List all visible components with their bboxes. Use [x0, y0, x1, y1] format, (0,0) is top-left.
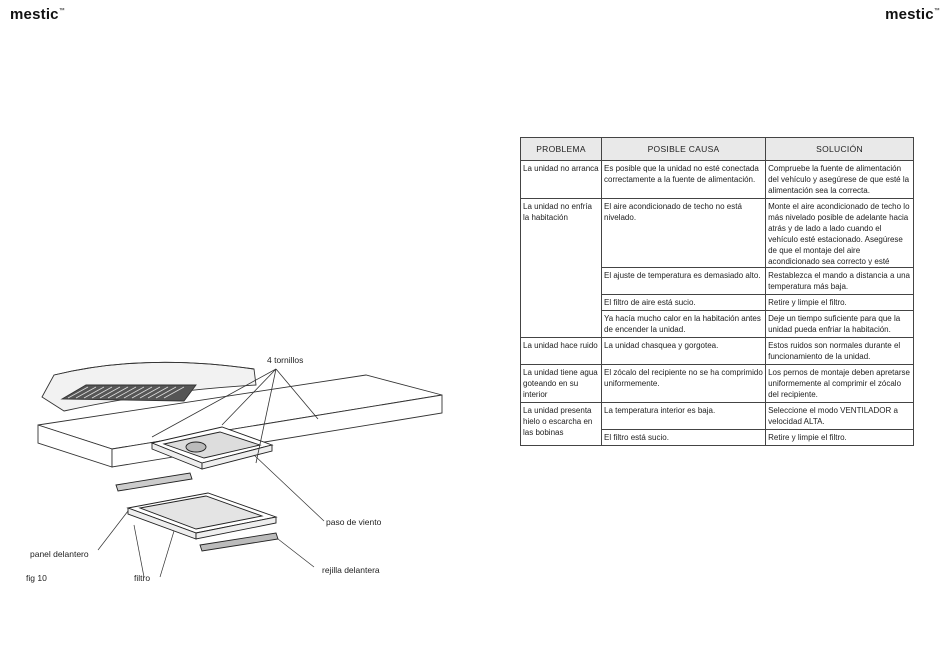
label-front-grille: rejilla delantera — [322, 565, 380, 575]
solution-cell: Deje un tiempo suficiente para que la unidad pueda enfriar la habitación. — [766, 311, 914, 338]
problem-cell: La unidad hace ruido — [521, 338, 602, 365]
solution-cell: Retire y limpie el filtro. — [766, 430, 914, 446]
label-air-passage: paso de viento — [326, 517, 382, 527]
installation-figure — [24, 345, 444, 590]
label-filter: filtro — [134, 573, 151, 583]
problem-cell: La unidad tiene agua goteando en su interior — [521, 365, 602, 403]
table-row — [521, 365, 914, 403]
table-row — [521, 161, 914, 199]
table-row — [521, 199, 914, 268]
brand-logo-right — [885, 6, 940, 23]
troubleshooting-table — [520, 137, 914, 446]
front-panel — [128, 493, 276, 539]
header-problem: PROBLEMA — [521, 138, 602, 161]
cause-cell: La temperatura interior es baja. — [602, 403, 766, 430]
cause-cell: El ajuste de temperatura es demasiado alto. — [602, 268, 766, 295]
table-header-row — [521, 138, 914, 161]
cause-cell: Ya hacía mucho calor en la habitación antes de encender la unidad. — [602, 311, 766, 338]
figure-number: fig 10 — [26, 573, 47, 583]
cause-cell: El filtro de aire está sucio. — [602, 295, 766, 311]
table-row — [521, 403, 914, 430]
solution-cell: Retire y limpie el filtro. — [766, 295, 914, 311]
trademark-mark: ™ — [58, 8, 65, 14]
solution-cell: Los pernos de montaje deben apretarse uniformemente al comprimir el zócalo del recipiente. — [766, 365, 914, 403]
solution-text: Monte el aire acondicionado de techo lo más nivelado posible de adelante hacia atrás y de lado a lado cuando el vehículo esté estacionado. Asegúrese de que el montaje del aire acondicionado sea correcto y esté — [768, 202, 910, 265]
problem-cell: La unidad presenta hielo o escarcha en las bobinas — [521, 403, 602, 446]
cause-cell: El zócalo del recipiente no se ha comprimido uniformemente. — [602, 365, 766, 403]
label-screws: 4 tornillos — [267, 355, 304, 365]
header-solution: SOLUCIÓN — [766, 138, 914, 161]
cause-cell: El filtro está sucio. — [602, 430, 766, 446]
problem-cell: La unidad no arranca — [521, 161, 602, 199]
cause-cell: Es posible que la unidad no esté conectada correctamente a la fuente de alimentación. — [602, 161, 766, 199]
solution-cell: Restablezca el mando a distancia a una temperatura más baja. — [766, 268, 914, 295]
solution-cell: Compruebe la fuente de alimentación del vehículo y asegúrese de que esté la alimentación sea la correcta. — [766, 161, 914, 199]
logo-text: mestic — [10, 6, 59, 23]
solution-cell: Seleccione el modo VENTILADOR a velocidad ALTA. — [766, 403, 914, 430]
header-cause: POSIBLE CAUSA — [602, 138, 766, 161]
filter-strip — [116, 473, 192, 491]
solution-cell — [766, 199, 914, 268]
cause-cell: La unidad chasquea y gorgotea. — [602, 338, 766, 365]
cause-cell: El aire acondicionado de techo no está nivelado. — [602, 199, 766, 268]
table-row — [521, 338, 914, 365]
brand-logo-left — [10, 6, 65, 23]
label-front-panel: panel delantero — [30, 549, 89, 559]
trademark-mark: ™ — [933, 8, 940, 14]
solution-cell: Estos ruidos son normales durante el funcionamiento de la unidad. — [766, 338, 914, 365]
logo-text: mestic — [885, 6, 934, 23]
problem-cell: La unidad no enfría la habitación — [521, 199, 602, 338]
